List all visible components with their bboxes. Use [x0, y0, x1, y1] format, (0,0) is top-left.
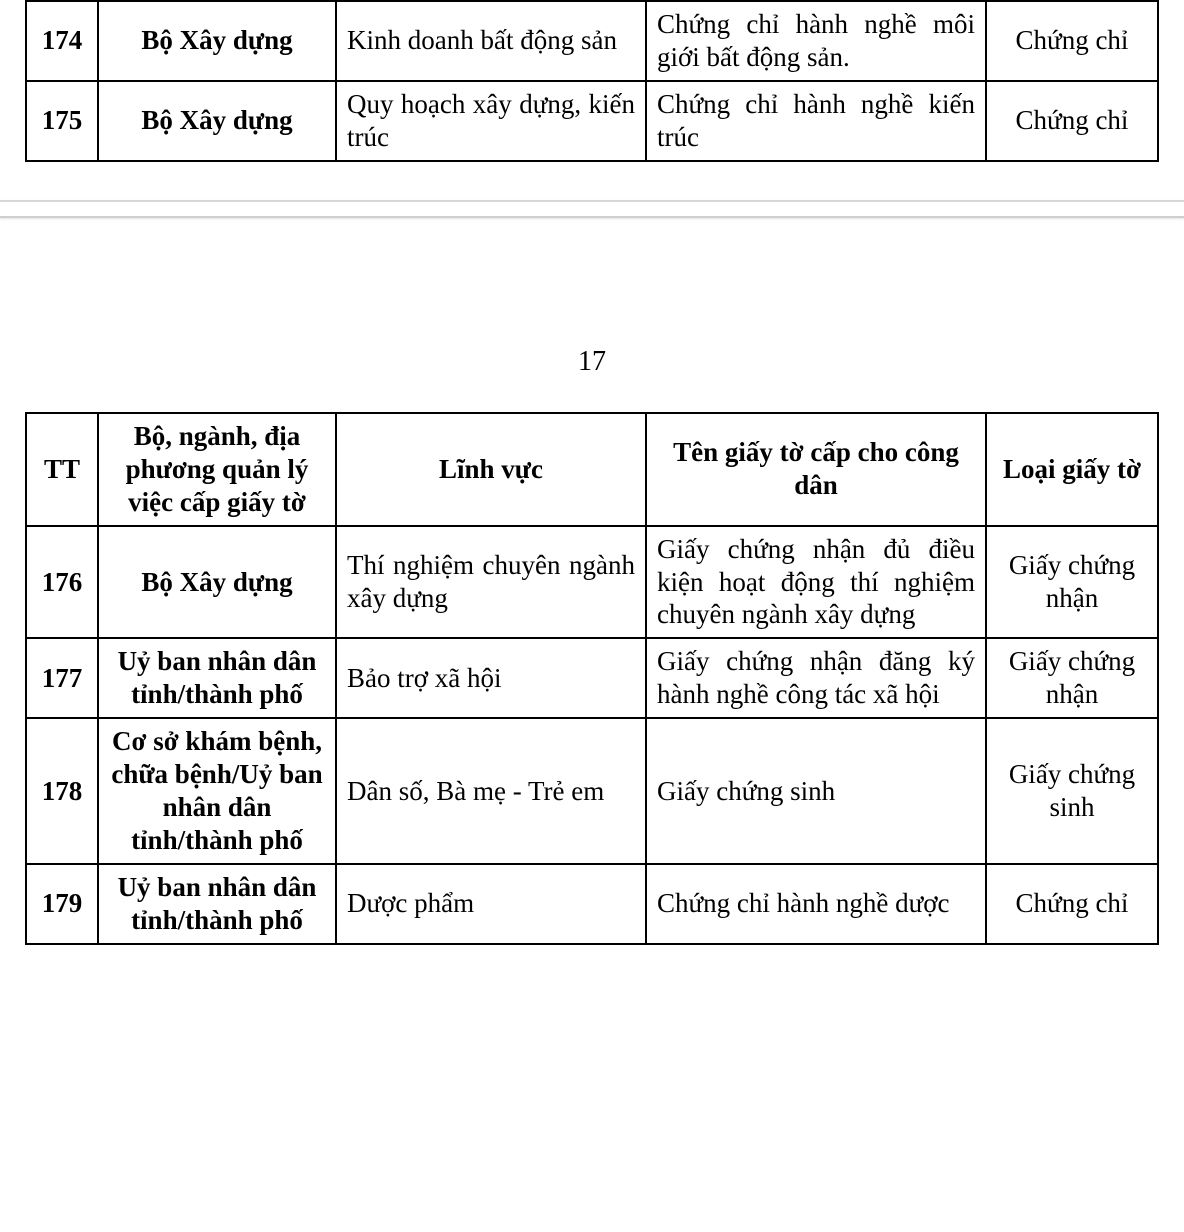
- row-document-type: Giấy chứng sinh: [986, 718, 1158, 864]
- column-header-document-name: Tên giấy tờ cấp cho công dân: [646, 413, 986, 526]
- previous-page-table-fragment: [0, 0, 1184, 162]
- column-header-organization: Bộ, ngành, địa phương quản lý việc cấp giấy tờ: [98, 413, 336, 526]
- row-document-name: Giấy chứng nhận đủ điều kiện hoạt động thí nghiệm chuyên ngành xây dựng: [646, 526, 986, 639]
- row-document-type: Giấy chứng nhận: [986, 526, 1158, 639]
- row-index: 178: [26, 718, 98, 864]
- row-document-type: Chứng chỉ: [986, 864, 1158, 944]
- row-index: 174: [26, 1, 98, 81]
- row-organization: Cơ sở khám bệnh, chữa bệnh/Uỷ ban nhân dân tỉnh/thành phố: [98, 718, 336, 864]
- row-index: 177: [26, 638, 98, 718]
- row-document-name: Chứng chỉ hành nghề môi giới bất động sản.: [646, 1, 986, 81]
- row-field: Quy hoạch xây dựng, kiến trúc: [336, 81, 646, 161]
- column-header-document-type: Loại giấy tờ: [986, 413, 1158, 526]
- certificate-table-continued: [25, 0, 1159, 162]
- row-organization: Uỷ ban nhân dân tỉnh/thành phố: [98, 638, 336, 718]
- row-organization: Uỷ ban nhân dân tỉnh/thành phố: [98, 864, 336, 944]
- certificate-table: [25, 412, 1159, 945]
- row-organization: Bộ Xây dựng: [98, 526, 336, 639]
- page-break: [0, 162, 1184, 270]
- table-row: [26, 81, 1158, 161]
- row-field: Dân số, Bà mẹ - Trẻ em: [336, 718, 646, 864]
- row-index: 179: [26, 864, 98, 944]
- row-index: 176: [26, 526, 98, 639]
- table-row: [26, 1, 1158, 81]
- column-header-field: Lĩnh vực: [336, 413, 646, 526]
- table-row: [26, 718, 1158, 864]
- row-document-type: Giấy chứng nhận: [986, 638, 1158, 718]
- row-document-name: Chứng chỉ hành nghề kiến trúc: [646, 81, 986, 161]
- row-document-name: Giấy chứng sinh: [646, 718, 986, 864]
- row-document-name: Chứng chỉ hành nghề dược: [646, 864, 986, 944]
- row-field: Bảo trợ xã hội: [336, 638, 646, 718]
- page-break-divider: [0, 200, 1184, 218]
- row-document-type: Chứng chỉ: [986, 81, 1158, 161]
- row-index: 175: [26, 81, 98, 161]
- row-field: Thí nghiệm chuyên ngành xây dựng: [336, 526, 646, 639]
- column-header-tt: TT: [26, 413, 98, 526]
- row-organization: Bộ Xây dựng: [98, 1, 336, 81]
- bottom-spacer: [0, 945, 1184, 955]
- row-document-name: Giấy chứng nhận đăng ký hành nghề công tác xã hội: [646, 638, 986, 718]
- page-number: 17: [578, 345, 606, 377]
- table-row: [26, 638, 1158, 718]
- table-row: [26, 864, 1158, 944]
- table-row: [26, 526, 1158, 639]
- row-organization: Bộ Xây dựng: [98, 81, 336, 161]
- table-header-row: [26, 413, 1158, 526]
- row-field: Dược phẩm: [336, 864, 646, 944]
- row-document-type: Chứng chỉ: [986, 1, 1158, 81]
- row-field: Kinh doanh bất động sản: [336, 1, 646, 81]
